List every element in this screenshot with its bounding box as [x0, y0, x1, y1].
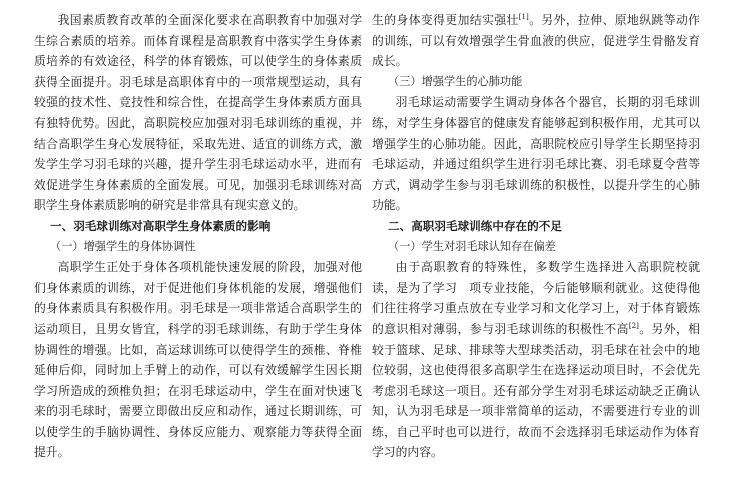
citation-1: [1]	[518, 13, 529, 22]
cardio-paragraph: 羽毛球运动需要学生调动身体各个器官，长期的羽毛球训练，对学生身体器官的健康发育能够起到积极作用，尤其可以增强学生的心肺功能。因此，高职院校应引导学生长期坚持羽毛球运动，并通过组织学生进行羽毛球比赛、羽毛球夏令营等方式，调动学生参与羽毛球训练的积极性，以提升学生的心肺功能。	[372, 95, 700, 213]
cognition-paragraph	[372, 257, 700, 463]
section-heading-2: 二、高职羽毛球训练中存在的不足	[388, 218, 562, 233]
subsection-heading-1-1: （一）增强学生的身体协调性	[50, 239, 196, 253]
citation-2: [2]	[628, 321, 639, 330]
right-column	[372, 10, 700, 463]
continued-text-b: 。另外，拉伸、原地纵跳等动作的训练，可以有效增强学生骨血液的供应，促进学生骨骼发育成长。	[372, 13, 700, 69]
subsection-heading-2-1: （一）学生对羽毛球认知存在偏差	[388, 239, 556, 253]
cognition-text-b: 。另外，相较于篮球、足球、排球等大型球类活动，羽毛球在社会中的地位较弱，这也使得很多高职学生在选择运动项目时，不会优先考虑羽毛球这一项目。还有部分学生对羽毛球运动缺乏正确认知，认为羽毛球是一项非常简单的运动，不需要进行专业的训练，自己平时也可以进行，故而不会选择羽毛球运动作为体育学习的内容。	[372, 321, 700, 460]
intro-paragraph: 我国素质教育改革的全面深化要求在高职教育中加强对学生综合素质的培养。而体育课程是高职教育中落实学生身体素质培养的有效途径，科学的体育锻炼，可以使学生的身体素质获得全面提升。羽毛球是高职体育中的一项常规型运动，具有较强的技术性、竞技性和综合性，在提高学生身体素质方面具有独特优势。因此，高职院校应加强对羽毛球训练的重视，并结合高职学生身心发展特征，采取先进、适宜的训练方式，激发学生学习羽毛球的兴趣，提升学生羽毛球运动水平，进而有效促进学生身体素质的全面发展。可见，加强羽毛球训练对高职学生身体素质影响的研究是非常具有现实意义的。	[34, 13, 362, 213]
coordination-paragraph: 高职学生正处于身体各项机能快速发展的阶段，加强对他们身体素质的训练，对于促进他们身体机能的发展，增强他们的身体素质具有积极作用。羽毛球是一项非常适合高职学生的运动项目，且男女皆宜，科学的羽毛球训练，有助于学生身体协调性的增强。比如，高运球训练可以使得学生的颈椎、脊椎延伸后仰，同时加上手臂上的动作，可以有效缓解学生因长期学习所造成的颈椎负担；在羽毛球运动中，学生在面对快速飞来的羽毛球时，需要立即做出反应和动作，通过长期训练，可以使学生的手脑协调性、身体反应能力、观察能力等获得全面提升。	[34, 260, 362, 460]
section-heading-1: 一、羽毛球训练对高职学生身体素质的影响	[50, 218, 271, 233]
subsection-heading-1-3: （三）增强学生的心肺功能	[388, 74, 523, 88]
left-column	[34, 10, 362, 463]
cognition-text-a: 由于高职教育的特殊性，多数学生选择进入高职院校就读，是为了学习 项专业技能，今后能够顺利就业。这使得他们往往将学习重点放在专业学习和文化学习上，对于体育锻炼的意识相对薄弱，参与羽毛球训练的积极性不高	[372, 260, 700, 336]
continued-text-a: 生的身体变得更加结实强壮	[372, 13, 519, 27]
continued-paragraph	[372, 10, 700, 72]
